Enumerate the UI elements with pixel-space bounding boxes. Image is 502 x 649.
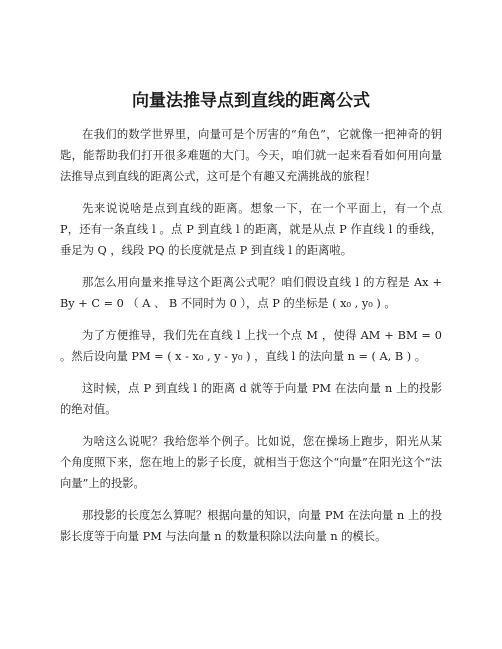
paragraph-vectors: 为了方便推导，我们先在直线 l 上找一个点 M ，使得 AM + BM = 0 。然后设向量 PM = ( x - x₀ , y - y₀ ) ，直线 l 的法向量 n = ( A, B ) 。 (60, 329, 442, 363)
document-body (60, 124, 442, 558)
paragraph-intro: 在我们的数学世界里，向量可是个厉害的“角色”，它就像一把神奇的钥匙，能帮助我们打开很多难题的大门。今天，咱们就一起来看看如何用向量法推导点到直线的距离公式，这可是个有趣又充满挑战的旅程！ (60, 128, 442, 183)
paragraph-projection: 那投影的长度怎么算呢？根据向量的知识，向量 PM 在法向量 n 上的投影长度等于向量 PM 与法向量 n 的数量积除以法向量 n 的模长。 (60, 509, 442, 543)
paragraph-setup: 那怎么用向量来推导这个距离公式呢？咱们假设直线 l 的方程是 Ax + By + C = 0 （ A 、 B 不同时为 0 ），点 P 的坐标是 ( x₀ , y₀ ) 。 (60, 276, 442, 310)
paragraph-example: 为啥这么说呢？我给您举个例子。比如说，您在操场上跑步，阳光从某个角度照下来，您在地上的影子长度，就相当于您这个“向量”在阳光这个“法向量”上的投影。 (60, 435, 442, 490)
paragraph-distance: 这时候，点 P 到直线 l 的距离 d 就等于向量 PM 在法向量 n 上的投影的绝对值。 (60, 382, 442, 416)
paragraph-definition: 先来说说啥是点到直线的距离。想象一下，在一个平面上，有一个点 P，还有一条直线 l 。点 P 到直线 l 的距离，就是从点 P 作直线 l 的垂线，垂足为 Q ，线段 PQ 的长度就是点 P 到直线 l 的距离啦。 (60, 202, 442, 257)
document-title: 向量法推导点到直线的距离公式 (132, 91, 370, 111)
